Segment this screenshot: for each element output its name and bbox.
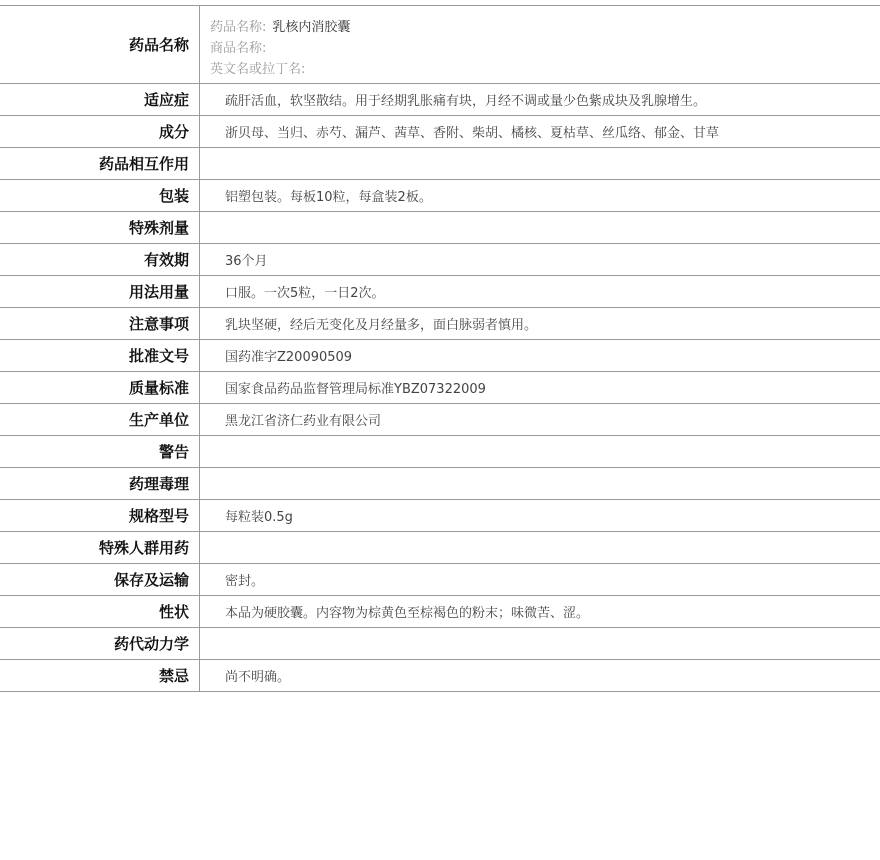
row-label-drug-name: 药品名称 xyxy=(0,6,200,83)
row-pharmacokinetics xyxy=(0,628,880,660)
row-label: 特殊剂量 xyxy=(0,212,200,243)
row-indications xyxy=(0,84,880,116)
row-value: 尚不明确。 xyxy=(225,670,291,685)
row-ingredients xyxy=(0,116,880,148)
row-label: 禁忌 xyxy=(0,660,200,691)
row-value xyxy=(200,628,880,659)
row-label: 有效期 xyxy=(0,244,200,275)
row-value: 黑龙江省济仁药业有限公司 xyxy=(225,414,382,429)
row-label: 用法用量 xyxy=(0,276,200,307)
row-value: 铝塑包装。每板10粒，每盒装2板。 xyxy=(225,190,432,205)
row-dosage xyxy=(0,276,880,308)
trade-name-line xyxy=(210,38,880,59)
row-value xyxy=(200,532,880,563)
drug-name-row xyxy=(0,6,880,84)
row-value xyxy=(200,212,880,243)
row-label: 药理毒理 xyxy=(0,468,200,499)
row-value: 疏肝活血，软坚散结。用于经期乳胀痛有块，月经不调或量少色紫成块及乳腺增生。 xyxy=(225,94,707,109)
row-label: 规格型号 xyxy=(0,500,200,531)
generic-name-key: 药品名称: xyxy=(210,20,267,35)
row-value xyxy=(200,436,880,467)
trade-name-key: 商品名称: xyxy=(210,41,267,56)
row-interactions xyxy=(0,148,880,180)
row-value: 乳块坚硬，经后无变化及月经量多，面白脉弱者慎用。 xyxy=(225,318,538,333)
row-label: 批准文号 xyxy=(0,340,200,371)
row-label: 包装 xyxy=(0,180,200,211)
row-value: 国家食品药品监督管理局标准YBZ07322009 xyxy=(225,382,486,397)
drug-name-block xyxy=(200,6,880,83)
row-label: 适应症 xyxy=(0,84,200,115)
english-name-key: 英文名或拉丁名: xyxy=(210,62,306,77)
row-quality-standard xyxy=(0,372,880,404)
drug-info-table xyxy=(0,5,880,692)
row-label: 保存及运输 xyxy=(0,564,200,595)
row-storage xyxy=(0,564,880,596)
row-pharmacology xyxy=(0,468,880,500)
row-label: 注意事项 xyxy=(0,308,200,339)
row-label: 警告 xyxy=(0,436,200,467)
row-value: 密封。 xyxy=(225,574,265,589)
row-special-populations xyxy=(0,532,880,564)
row-value: 浙贝母、当归、赤芍、漏芦、茜草、香附、柴胡、橘核、夏枯草、丝瓜络、郁金、甘草 xyxy=(225,126,720,141)
row-special-dosage xyxy=(0,212,880,244)
generic-name-value: 乳核内消胶囊 xyxy=(272,20,351,35)
row-value: 36个月 xyxy=(225,254,268,269)
row-value: 口服。一次5粒，一日2次。 xyxy=(225,286,385,301)
generic-name-line xyxy=(210,17,880,38)
row-approval-number xyxy=(0,340,880,372)
row-value: 每粒装0.5g xyxy=(225,510,293,525)
row-description xyxy=(0,596,880,628)
row-label: 质量标准 xyxy=(0,372,200,403)
row-specification xyxy=(0,500,880,532)
row-label: 成分 xyxy=(0,116,200,147)
row-label: 生产单位 xyxy=(0,404,200,435)
row-value: 国药准字Z20090509 xyxy=(225,350,353,365)
row-precautions xyxy=(0,308,880,340)
row-value xyxy=(200,468,880,499)
row-warning xyxy=(0,436,880,468)
row-packaging xyxy=(0,180,880,212)
row-label: 特殊人群用药 xyxy=(0,532,200,563)
row-value: 本品为硬胶囊。内容物为棕黄色至棕褐色的粉末；味微苦、涩。 xyxy=(225,606,590,621)
row-manufacturer xyxy=(0,404,880,436)
row-contraindications xyxy=(0,660,880,692)
row-label: 药品相互作用 xyxy=(0,148,200,179)
row-label: 性状 xyxy=(0,596,200,627)
english-name-line xyxy=(210,59,880,80)
row-value xyxy=(200,148,880,179)
row-shelf-life xyxy=(0,244,880,276)
row-label: 药代动力学 xyxy=(0,628,200,659)
